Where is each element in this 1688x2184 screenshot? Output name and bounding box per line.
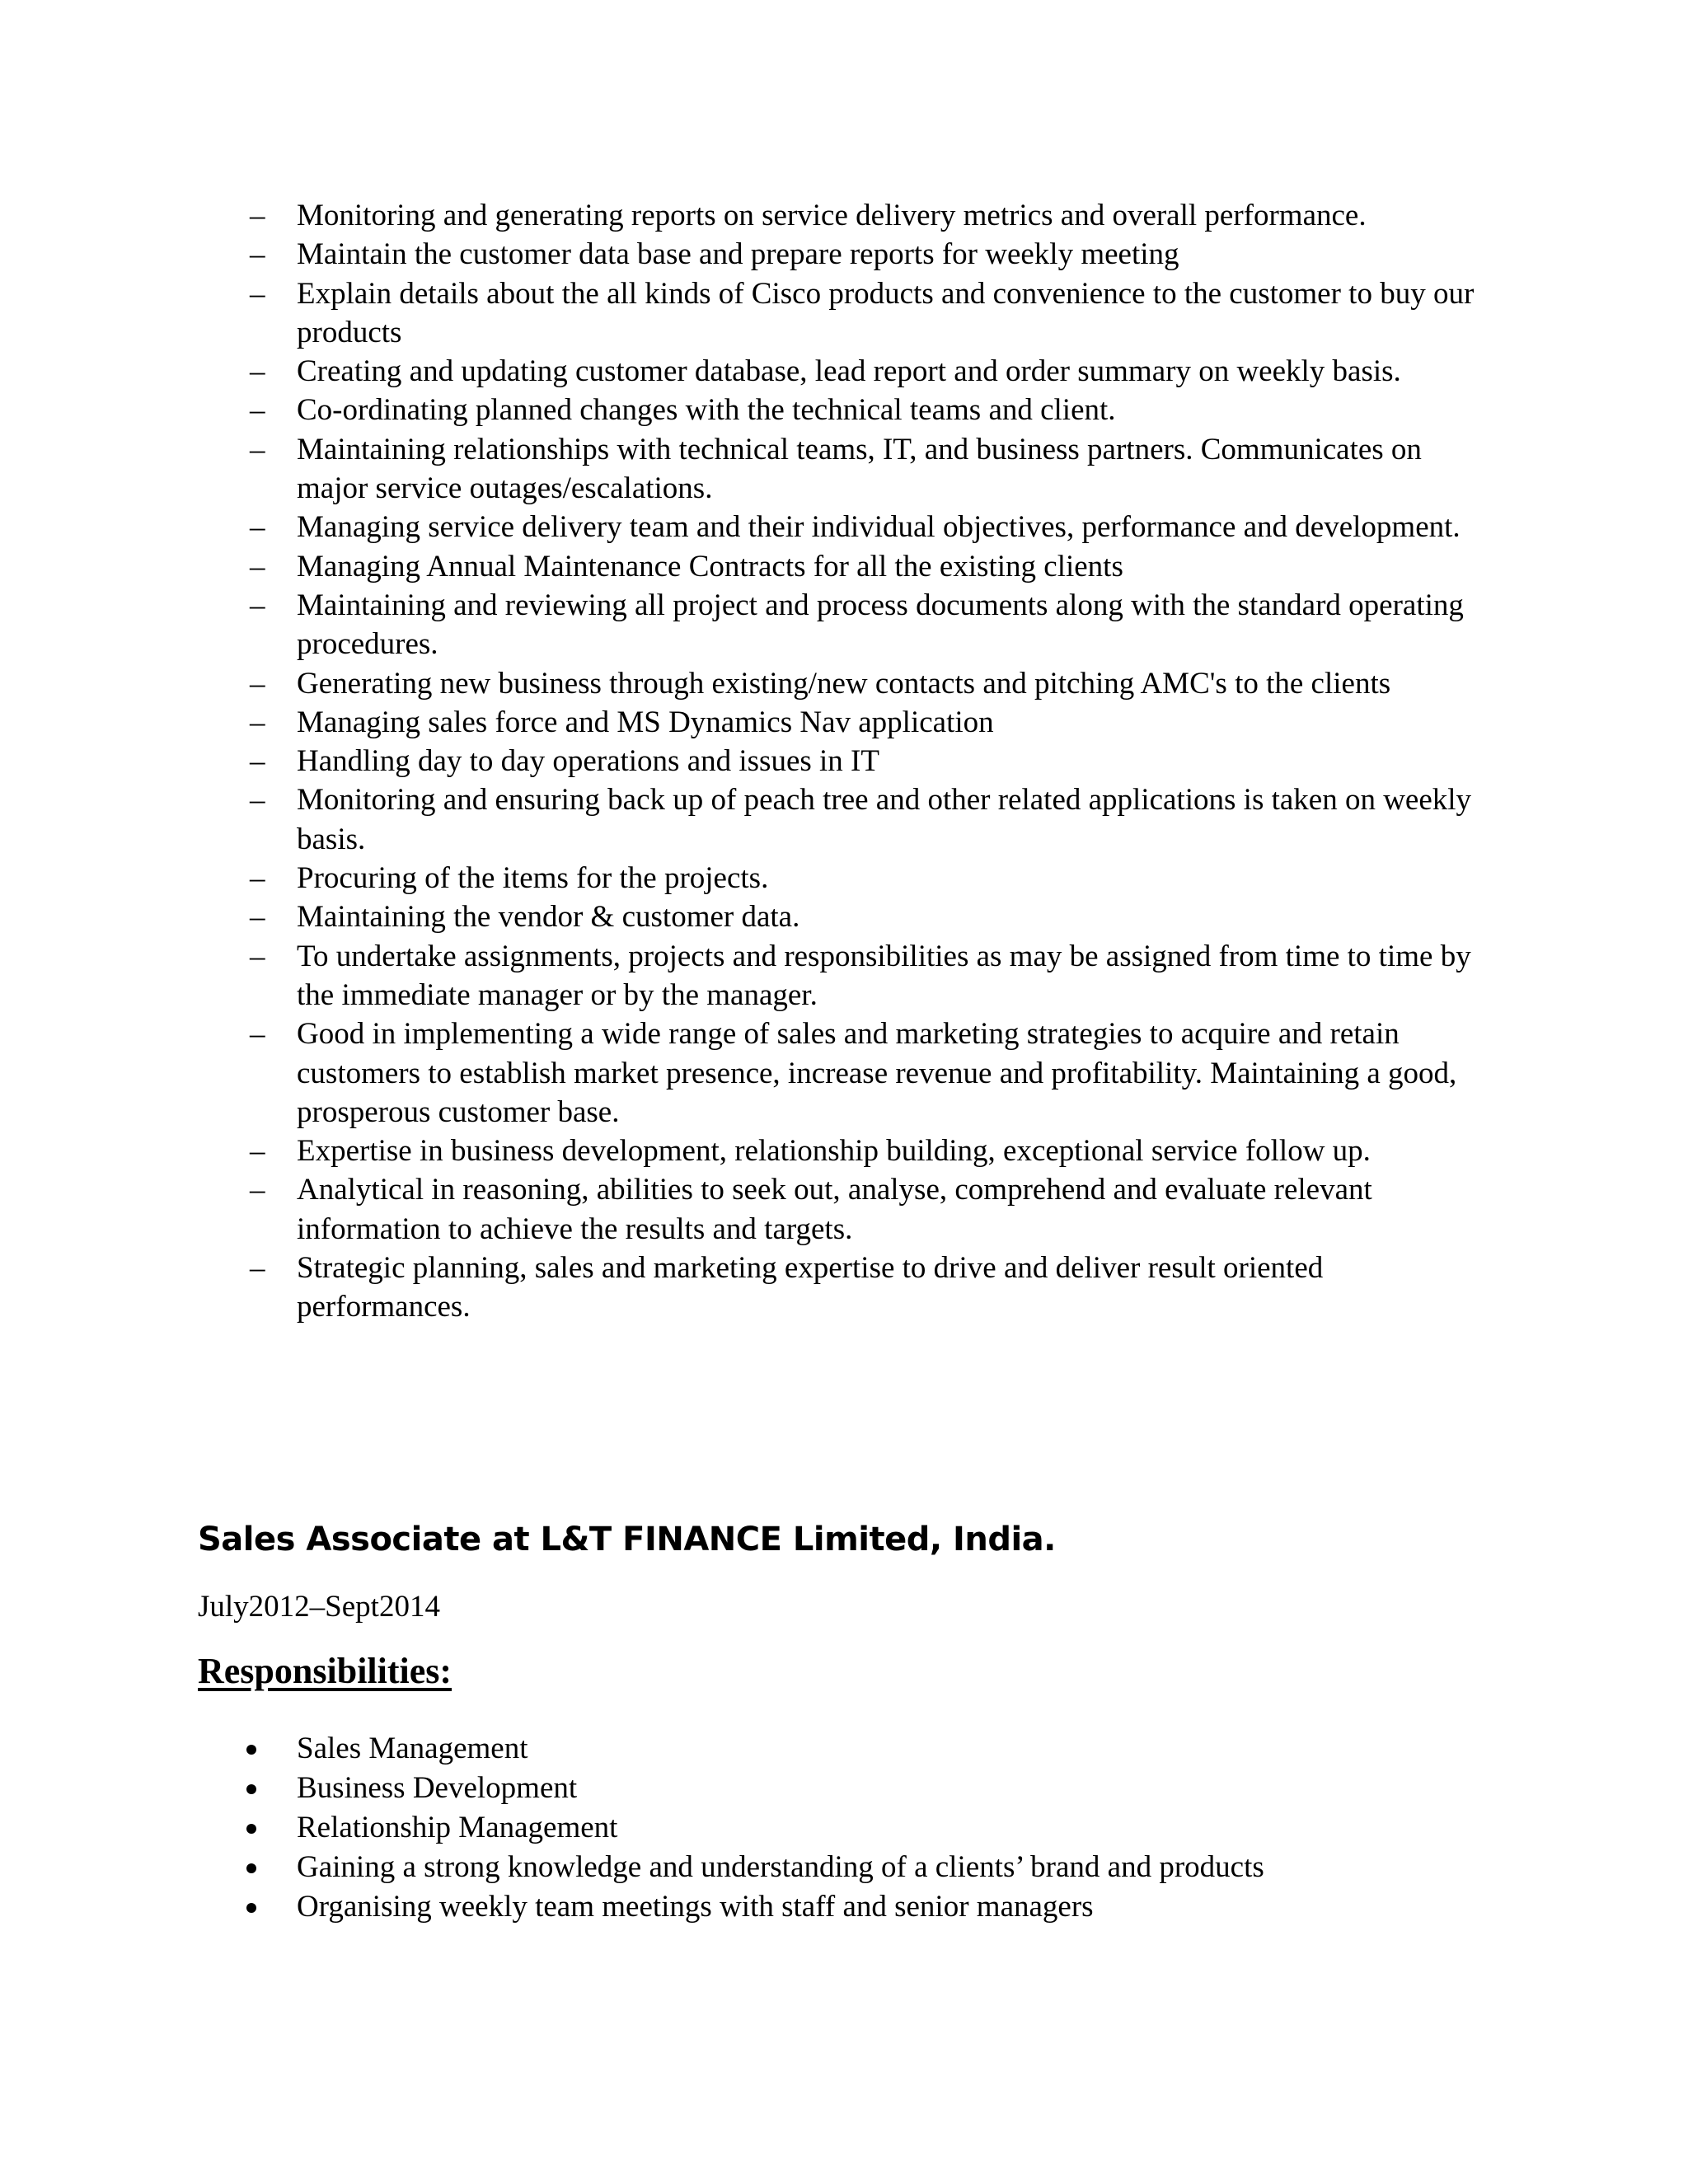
dash-marker: – — [250, 1017, 265, 1052]
dash-marker: – — [250, 666, 265, 701]
duties-list — [198, 196, 1484, 1327]
duty-item: – Generating new business through existing/new contacts and pitching AMC's to the clients — [198, 664, 1484, 703]
duty-item: – Managing service delivery team and their individual objectives, performance and development. — [198, 508, 1484, 546]
bullet-dot-icon — [246, 1745, 256, 1755]
duty-item: – Monitoring and ensuring back up of peach tree and other related applications is taken on weekly basis. — [198, 780, 1484, 859]
dash-marker: – — [250, 588, 265, 622]
dash-marker: – — [250, 900, 265, 935]
dash-marker: – — [250, 1134, 265, 1169]
dash-marker: – — [250, 237, 265, 272]
duty-item: – Maintain the customer data base and prepare reports for weekly meeting — [198, 235, 1484, 274]
duty-item: – Explain details about the all kinds of Cisco products and convenience to the customer to buy our products — [198, 274, 1484, 353]
bullet-dot-icon — [246, 1863, 256, 1873]
duty-item: – Maintaining and reviewing all project and process documents along with the standard operating procedures. — [198, 586, 1484, 664]
responsibility-item: Organising weekly team meetings with staff and senior managers — [198, 1887, 1484, 1927]
dash-marker: – — [250, 1251, 265, 1286]
duty-item: – To undertake assignments, projects and responsibilities as may be assigned from time to time by the immediate manager or by the manager. — [198, 937, 1484, 1015]
duty-item: – Monitoring and generating reports on service delivery metrics and overall performance. — [198, 196, 1484, 235]
duty-item: – Analytical in reasoning, abilities to seek out, analyse, comprehend and evaluate relevant information to achieve the results and targets. — [198, 1170, 1484, 1249]
duty-item: – Maintaining relationships with technical teams, IT, and business partners. Communicates on major service outages/escalations. — [198, 430, 1484, 509]
job-title: Sales Associate at L&T FINANCE Limited, India. — [198, 1521, 1056, 1558]
duty-item: – Strategic planning, sales and marketing expertise to drive and deliver result oriented performances. — [198, 1249, 1484, 1327]
duty-item: – Handling day to day operations and issues in IT — [198, 742, 1484, 780]
dash-marker: – — [250, 199, 265, 232]
dash-marker: – — [250, 1173, 265, 1207]
dash-marker: – — [250, 549, 265, 583]
responsibilities-heading: Responsibilities: — [198, 1651, 452, 1691]
responsibility-item: Gaining a strong knowledge and understanding of a clients’ brand and products — [198, 1848, 1484, 1887]
responsibility-item: Business Development — [198, 1769, 1484, 1808]
duty-item: – Maintaining the vendor & customer data. — [198, 898, 1484, 936]
dash-marker: – — [250, 744, 265, 779]
duty-item: – Procuring of the items for the projects. — [198, 859, 1484, 898]
job-dates: July2012–Sept2014 — [198, 1590, 440, 1624]
bullet-dot-icon — [246, 1784, 256, 1794]
responsibility-item: Sales Management — [198, 1729, 1484, 1769]
duty-item: – Creating and updating customer database, lead report and order summary on weekly basis. — [198, 352, 1484, 391]
dash-marker: – — [250, 510, 265, 545]
responsibilities-list — [198, 1729, 1484, 1927]
dash-marker: – — [250, 276, 265, 311]
dash-marker: – — [250, 354, 265, 389]
duty-item: – Good in implementing a wide range of sales and marketing strategies to acquire and retain customers to establish market presence, increase revenue and profitability. Maintaining a good, prosperous customer base. — [198, 1015, 1484, 1132]
bullet-dot-icon — [246, 1824, 256, 1834]
duty-item: – Managing sales force and MS Dynamics Nav application — [198, 703, 1484, 742]
dash-marker: – — [250, 393, 265, 428]
duty-item: – Co-ordinating planned changes with the technical teams and client. — [198, 391, 1484, 429]
dash-marker: – — [250, 939, 265, 973]
duty-item: – Expertise in business development, relationship building, exceptional service follow up. — [198, 1132, 1484, 1170]
dash-marker: – — [250, 432, 265, 466]
responsibility-item: Relationship Management — [198, 1808, 1484, 1848]
dash-marker: – — [250, 861, 265, 896]
dash-marker: – — [250, 783, 265, 818]
bullet-dot-icon — [246, 1903, 256, 1913]
dash-marker: – — [250, 705, 265, 739]
duty-item: – Managing Annual Maintenance Contracts for all the existing clients — [198, 547, 1484, 586]
